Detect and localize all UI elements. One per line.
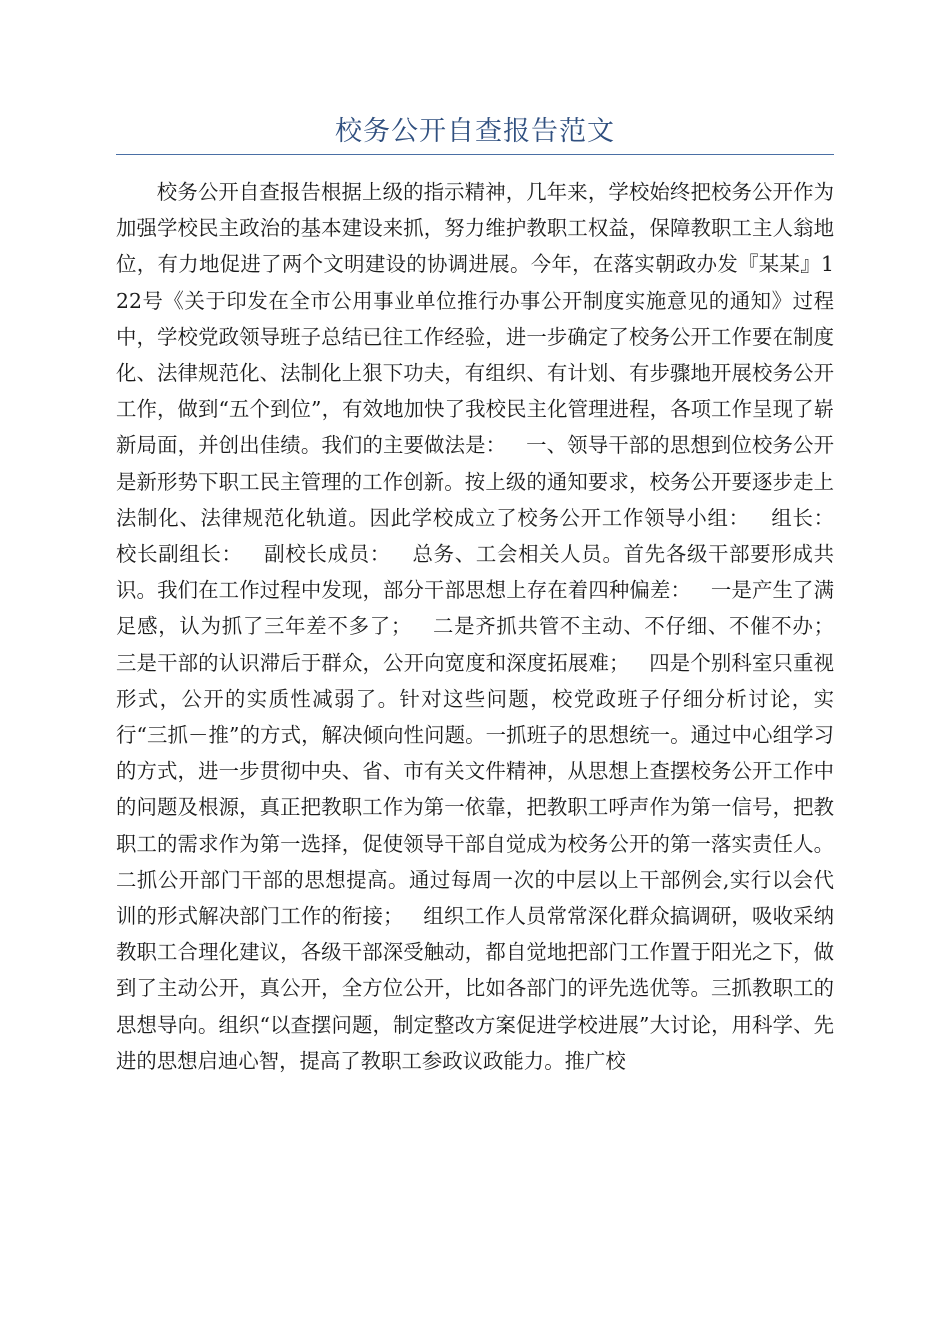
body-paragraph: 校务公开自查报告根据上级的指示精神，几年来，学校始终把校务公开作为加强学校民主政治的基本建设来抓，努力维护教职工权益，保障教职工主人翁地位，有力地促进了两个文明建设的协调进展。今年，在落实朝政办发『某某』122号《关于印发在全市公用事业单位推行办事公开制度实施意见的通知》过程中，学校党政领导班子总结已往工作经验，进一步确定了校务公开工作要在制度化、法律规范化、法制化上狠下功夫，有组织、有计划、有步骤地开展校务公开工作，做到“五个到位”，有效地加快了我校民主化管理进程，各项工作呈现了崭新局面，并创出佳绩。我们的主要做法是： 一、领导干部的思想到位校务公开是新形势下职工民主管理的工作创新。按上级的通知要求，校务公开要逐步走上法制化、法律规范化轨道。因此学校成立了校务公开工作领导小组： 组长： 校长副组长： 副校长成员： 总务、工会相关人员。首先各级干部要形成共识。我们在工作过程中发现，部分干部思想上存在着四种偏差： 一是产生了满足感，认为抓了三年差不多了； 二是齐抓共管不主动、不仔细、不催不办； 三是干部的认识滞后于群众，公开向宽度和深度拓展难； 四是个别科室只重视形式，公开的实质性减弱了。针对这些问题，校党政班子仔细分析讨论，实行“三抓－推”的方式，解决倾向性问题。一抓班子的思想统一。通过中心组学习的方式，进一步贯彻中央、省、市有关文件精神，从思想上查摆校务公开工作中的问题及根源，真正把教职工作为第一依靠，把教职工呼声作为第一信号，把教职工的需求作为第一选择，促使领导干部自觉成为校务公开的第一落实责任人。二抓公开部门干部的思想提高。通过每周一次的中层以上干部例会,实行以会代训的形式解决部门工作的衔接； 组织工作人员常常深化群众搞调研，吸收采纳教职工合理化建议，各级干部深受触动，都自觉地把部门工作置于阳光之下，做到了主动公开，真公开，全方位公开，比如各部门的评先选优等。三抓教职工的思想导向。组织“以查摆问题，制定整改方案促进学校进展”大讨论，用科学、先进的思想启迪心智，提高了教职工参政议政能力。推广校 [116,180,854,1073]
title-underline [116,154,834,155]
document-title: 校务公开自查报告范文 [335,116,615,147]
